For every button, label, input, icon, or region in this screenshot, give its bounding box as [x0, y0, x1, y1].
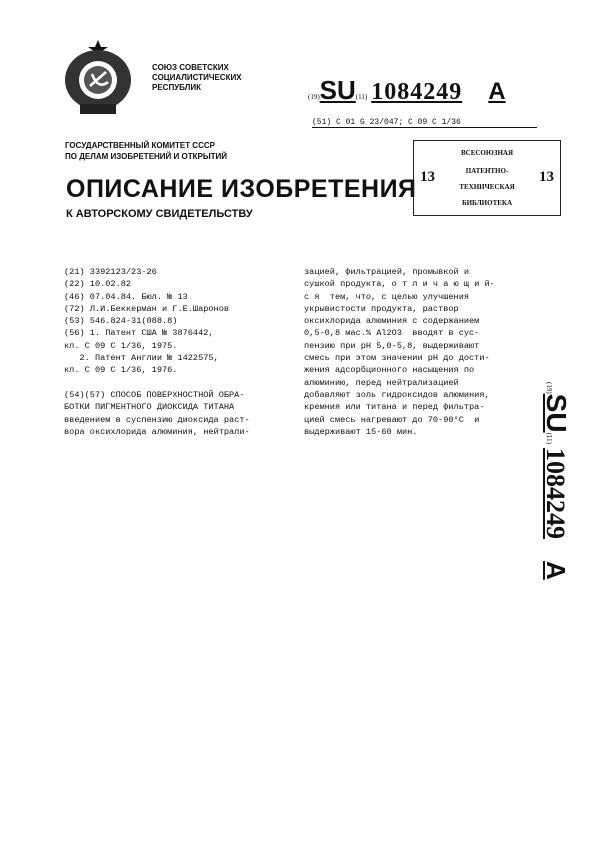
claim-column: [304, 266, 495, 438]
text-line: кремния или титана и перед фильтра-: [304, 402, 485, 413]
text-line: (54)(57) СПОСОБ ПОВЕРХНОСТНОЙ ОБРА-: [64, 389, 245, 400]
committee-name: [65, 140, 295, 162]
text-line: пензию при pH 5,0-5,8, выдерживают: [304, 340, 480, 351]
number: 1084249: [371, 79, 463, 105]
stamp-line: БИБЛИОТЕКА: [461, 199, 513, 207]
bibliographic-column: [64, 266, 250, 438]
code-19: (19): [545, 382, 553, 394]
union-line: СОЦИАЛИСТИЧЕСКИХ: [152, 73, 242, 82]
country-code: SU: [319, 75, 356, 105]
text-line: алюминию, перед нейтрализацией: [304, 377, 459, 388]
text-line: (72) Л.И.Беккерман и Г.Е.Шаронов: [64, 303, 230, 314]
text-line: [64, 377, 250, 389]
ipc-value: C 01 G 23/047; C 09 C 1/36: [336, 118, 461, 127]
text-line: (22) 10.02.82: [64, 279, 132, 290]
text-line: зацией, фильтрацией, промывкой и: [304, 267, 470, 277]
code-11: (11): [355, 93, 368, 101]
text-line: БОТКИ ПИГМЕНТНОГО ДИОКСИДА ТИТАНА: [64, 402, 235, 413]
text-line: смесь при этом значении pH до дости-: [304, 353, 490, 364]
document-subtitle: К АВТОРСКОМУ СВИДЕТЕЛЬСТВУ: [66, 208, 253, 220]
library-stamp: [413, 140, 561, 216]
text-line: укрывистости продукта, раствор: [304, 303, 459, 314]
committee-line: ПО ДЕЛАМ ИЗОБРЕТЕНИЙ И ОТКРЫТИЙ: [65, 152, 228, 161]
stamp-line: ВСЕСОЮЗНАЯ: [460, 149, 514, 157]
text-line: сушкой продукта, о т л и ч а ю щ и й-: [304, 279, 495, 290]
union-line: СОЮЗ СОВЕТСКИХ: [152, 63, 229, 72]
stamp-number: 13: [539, 169, 554, 185]
text-line: кл. C 09 C 1/36, 1976.: [64, 365, 178, 376]
text-line: с я тем, что, с целью улучшения: [304, 291, 470, 302]
text-line: введением в суспензию диоксида раст-: [64, 414, 250, 425]
union-name: [152, 63, 302, 93]
kind-code: A: [488, 78, 506, 105]
text-line: жения адсорбционного насыщения по: [304, 365, 475, 376]
text-line: вора оксихлорида алюминия, нейтрали-: [64, 426, 250, 437]
ipc-classification: [312, 118, 537, 128]
text-line: оксихлорида алюминия с содержанием: [304, 316, 480, 327]
document-title: ОПИСАНИЕ ИЗОБРЕТЕНИЯ: [66, 175, 417, 203]
code-51: (51): [312, 118, 332, 127]
kind-code: A: [541, 560, 571, 580]
text-line: выдерживают 15-60 мин.: [304, 426, 418, 437]
text-line: кл. C 09 C 1/36, 1975.: [64, 340, 178, 351]
code-19: (19): [308, 93, 320, 101]
code-11: (11): [545, 432, 553, 444]
country-code: SU: [541, 393, 572, 433]
stamp-line: ТЕХНИЧЕСКАЯ: [459, 183, 515, 191]
union-line: РЕСПУБЛИК: [152, 83, 201, 92]
ussr-emblem-icon: [62, 38, 134, 116]
vertical-patent-number: [540, 382, 572, 580]
text-line: 2. Патент Англии № 1422575,: [64, 353, 219, 364]
text-line: (46) 07.04.84. Бюл. № 13: [64, 291, 188, 302]
text-line: (53) 546.824-31(088.8): [64, 316, 178, 327]
committee-line: ГОСУДАРСТВЕННЫЙ КОМИТЕТ СССР: [65, 141, 215, 150]
stamp-line: ПАТЕНТНО-: [465, 167, 509, 175]
number: 1084249: [541, 447, 570, 539]
text-line: добавляют золь гидроксидов алюминия,: [304, 389, 490, 400]
stamp-number: 13: [420, 169, 435, 185]
text-line: (56) 1. Патент США № 3876442,: [64, 328, 214, 339]
text-line: 0,5-0,8 мас.% Al2O3 вводят в сус-: [304, 328, 480, 339]
text-line: (21) 3392123/23-26: [64, 267, 157, 277]
patent-number: [308, 75, 506, 106]
text-line: цией смесь нагревают до 70-90°C и: [304, 414, 480, 425]
